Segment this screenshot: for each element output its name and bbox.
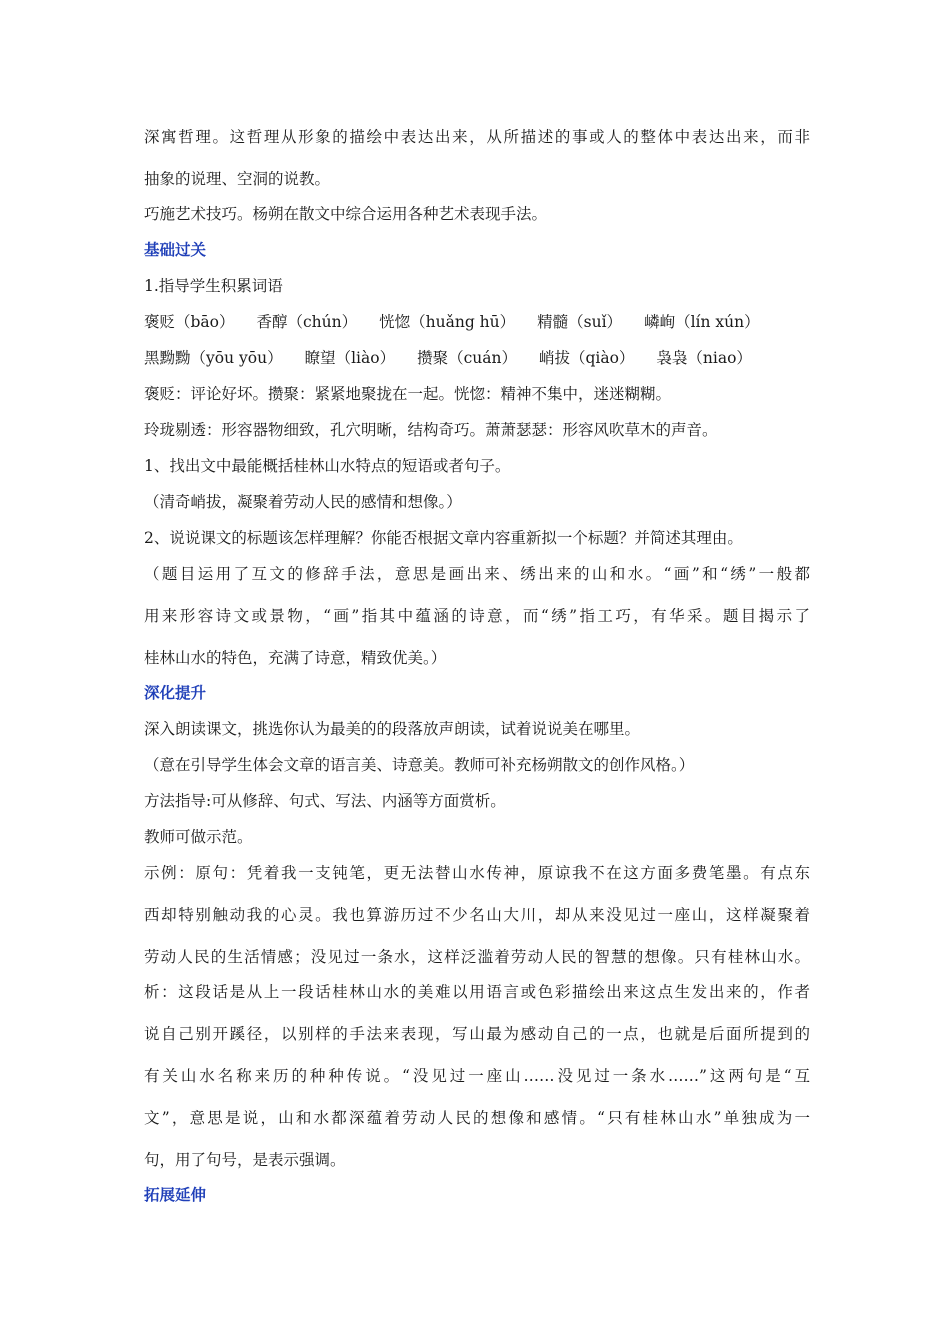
deepen-paragraph-3: 方法指导:可从修辞、句式、写法、内涵等方面赏析。: [144, 792, 506, 810]
section-heading-basic: 基础过关: [144, 241, 207, 259]
answer-1: （清奇峭拔，凝聚着劳动人民的感情和想像。）: [144, 493, 462, 511]
intro-line-1: 深寓哲理。这哲理从形象的描绘中表达出来，从所描述的事或人的整体中表达出来，而非: [144, 128, 810, 146]
example-line-3: 劳动人民的生活情感；没见过一条水，这样泛滥着劳动人民的智慧的想像。只有桂林山水。: [144, 948, 810, 966]
vocab-word: 恍惚（huǎng hū）: [379, 313, 516, 331]
answer-2-line-2: 用来形容诗文或景物，“画”指其中蕴涵的诗意，而“绣”指工巧，有华采。题目揭示了: [144, 607, 810, 625]
question-1: 1、找出文中最能概括桂林山水特点的短语或者句子。: [144, 457, 511, 475]
definitions-line-2: 玲珑剔透：形容器物细致，孔穴明晰，结构奇巧。萧萧瑟瑟：形容风吹草木的声音。: [144, 421, 718, 439]
vocab-row-2: [144, 347, 810, 369]
example-line-2: 西却特别触动我的心灵。我也算游历过不少名山大川，却从来没见过一座山，这样凝聚着: [144, 906, 810, 924]
vocab-word: 黑黝黝（yōu yōu）: [144, 349, 283, 367]
vocab-word: 褒贬（bāo）: [144, 313, 235, 331]
answer-2-line-1: （题目运用了互文的修辞手法，意思是画出来、绣出来的山和水。“画”和“绣”一般都: [144, 565, 810, 583]
item-vocabulary-title: 1.指导学生积累词语: [144, 277, 283, 295]
example-line-1: 示例：原句：凭着我一支钝笔，更无法替山水传神，原谅我不在这方面多费笔墨。有点东: [144, 864, 810, 882]
vocab-word: 瞭望（liào）: [304, 349, 396, 367]
deepen-paragraph-2: （意在引导学生体会文章的语言美、诗意美。教师可补充杨朔散文的创作风格。）: [144, 756, 695, 774]
section-heading-extend: 拓展延伸: [144, 1186, 207, 1204]
vocab-row-1: [144, 311, 810, 333]
question-2: 2、说说课文的标题该怎样理解？你能否根据文章内容重新拟一个标题？并简述其理由。: [144, 529, 743, 547]
vocab-word: 峭拔（qiào）: [538, 349, 635, 367]
analysis-line-2: 说自己别开蹊径，以别样的手法来表现，写山最为感动自己的一点，也就是后面所提到的: [144, 1025, 810, 1043]
intro-line-3: 巧施艺术技巧。杨朔在散文中综合运用各种艺术表现手法。: [144, 205, 548, 223]
vocab-word: 袅袅（niao）: [656, 349, 752, 367]
analysis-line-1: 析：这段话是从上一段话桂林山水的美难以用语言或色彩描绘出来这点生发出来的，作者: [144, 983, 810, 1001]
vocab-word: 精髓（suǐ）: [537, 313, 623, 331]
intro-line-2: 抽象的说理、空洞的说教。: [144, 170, 331, 188]
definitions-line-1: 褒贬：评论好坏。攒聚：紧紧地聚拢在一起。恍惚：精神不集中，迷迷糊糊。: [144, 385, 672, 403]
deepen-paragraph-1: 深入朗读课文，挑选你认为最美的的段落放声朗读，试着说说美在哪里。: [144, 720, 641, 738]
analysis-line-4: 文”，意思是说，山和水都深蕴着劳动人民的想像和感情。“只有桂林山水”单独成为一: [144, 1109, 810, 1127]
deepen-paragraph-4: 教师可做示范。: [144, 828, 253, 846]
section-heading-deepen: 深化提升: [144, 684, 207, 702]
vocab-word: 香醇（chún）: [256, 313, 358, 331]
answer-2-line-3: 桂林山水的特色，充满了诗意，精致优美。）: [144, 649, 447, 667]
vocab-word: 嶙峋（lín xún）: [644, 313, 760, 331]
analysis-line-3: 有关山水名称来历的种种传说。“没见过一座山……没见过一条水……”这两句是“互: [144, 1067, 810, 1085]
analysis-line-5: 句，用了句号，是表示强调。: [144, 1151, 346, 1169]
vocab-word: 攒聚（cuán）: [417, 349, 517, 367]
